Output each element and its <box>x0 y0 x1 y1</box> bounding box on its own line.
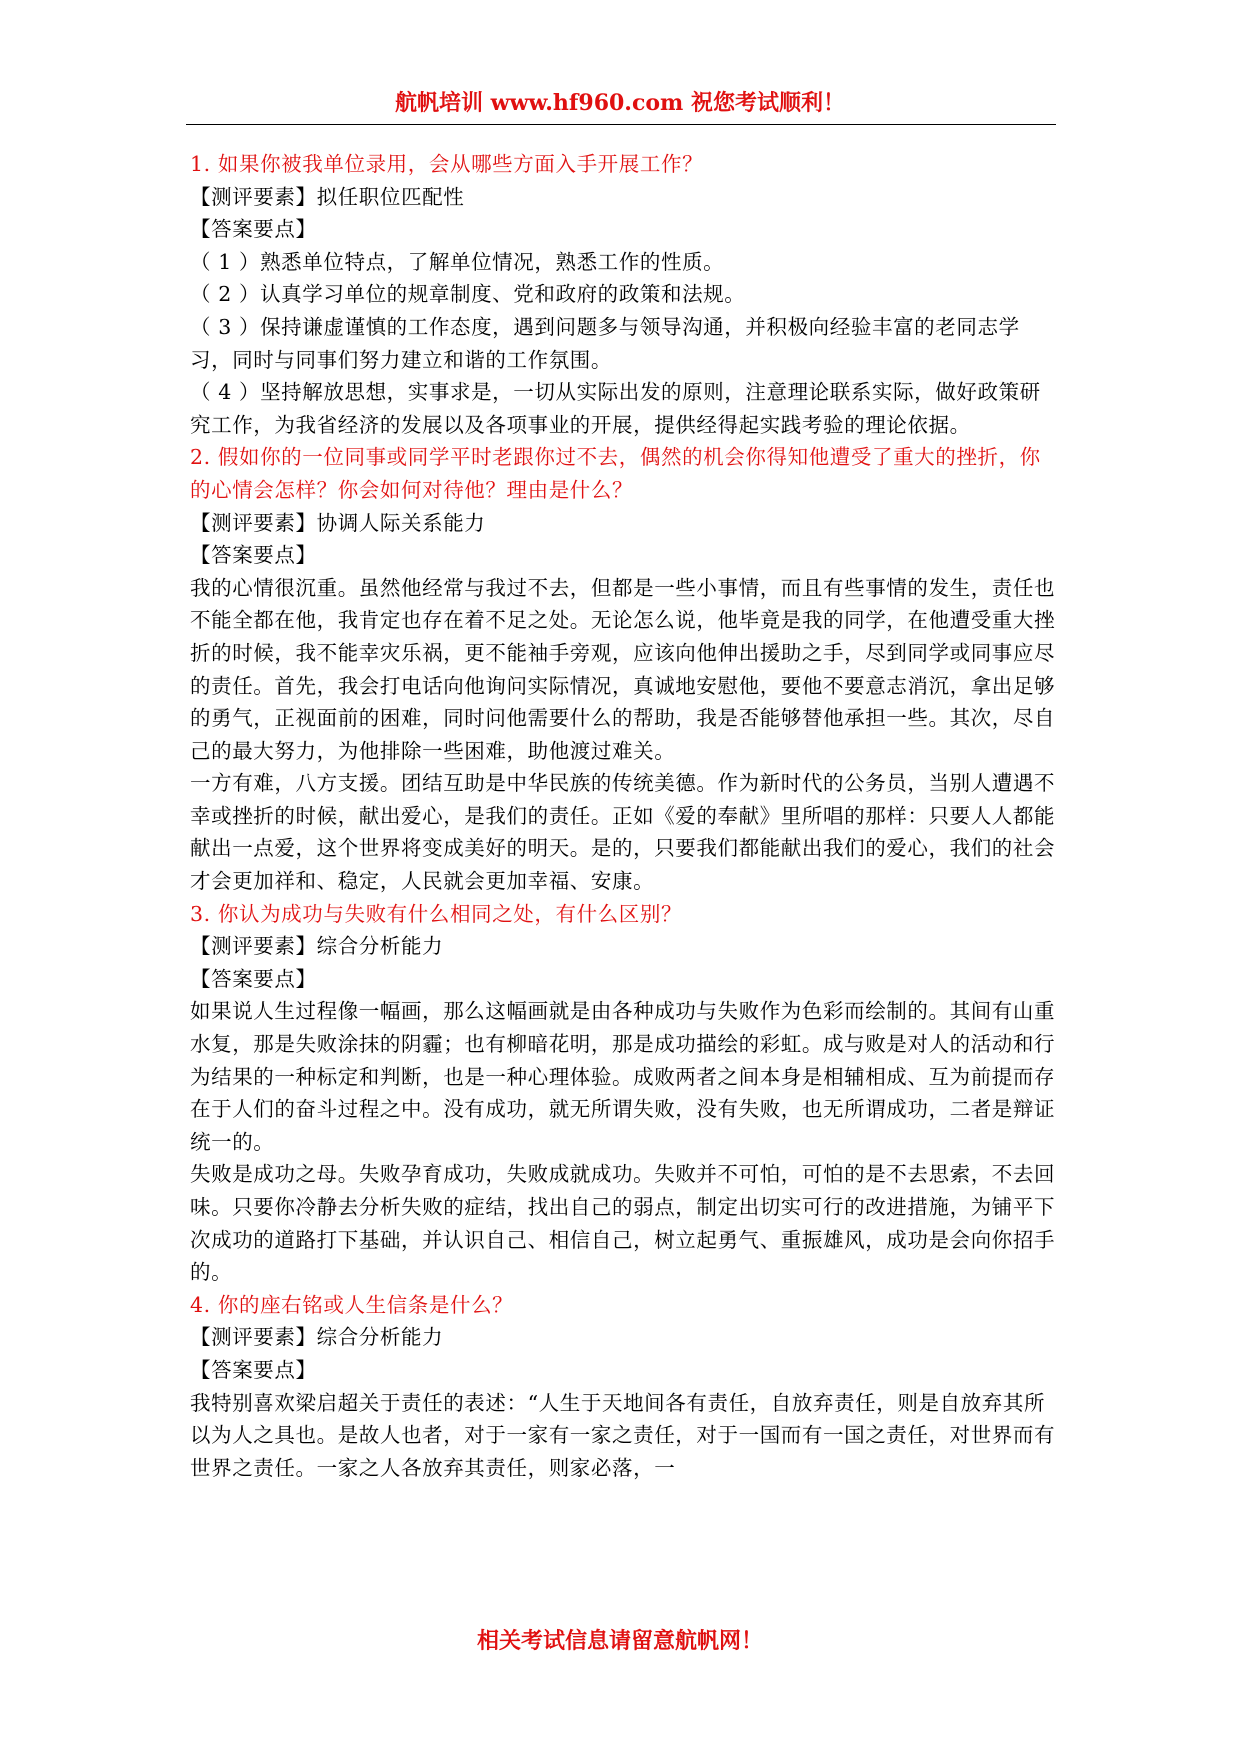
page-header: 航帆培训 www.hf960.com 祝您考试顺利！ <box>395 90 845 116</box>
question-3-answer-heading: 【答案要点】 <box>190 966 317 991</box>
question-3-title: 3. 你认为成功与失败有什么相同之处，有什么区别？ <box>190 901 683 926</box>
question-1-point-4: （ 4 ）坚持解放思想，实事求是，一切从实际出发的原则，注意理论联系实际，做好政策研究工作，为我省经济的发展以及各项事业的开展，提供经得起实践考验的理论依据。 <box>190 380 1041 437</box>
question-1-point-2: （ 2 ）认真学习单位的规章制度、党和政府的政策和法规。 <box>190 282 746 307</box>
document-body <box>190 148 1060 1484</box>
question-1-title: 1. 如果你被我单位录用，会从哪些方面入手开展工作？ <box>190 152 704 176</box>
question-3-paragraph-1: 如果说人生过程像一幅画，那么这幅画就是由各种成功与失败作为色彩而绘制的。其间有山重水复，那是失败涂抹的阴霾；也有柳暗花明，那是成功描绘的彩虹。成与败是对人的活动和行为结果的一种标定和判断，也是一种心理体验。成败两者之间本身是相辅相成、互为前提而存在于人们的奋斗过程之中。没有成功，就无所谓失败，没有失败，也无所谓成功，二者是辩证统一的。 <box>190 999 1056 1154</box>
question-1-factor: 【测评要素】拟任职位匹配性 <box>190 184 465 209</box>
question-4-answer-heading: 【答案要点】 <box>190 1357 317 1382</box>
question-1-answer-heading: 【答案要点】 <box>190 217 317 242</box>
header-divider <box>186 124 1056 125</box>
question-2-paragraph-2: 一方有难，八方支援。团结互助是中华民族的传统美德。作为新时代的公务员，当别人遭遇不幸或挫折的时候，献出爱心，是我们的责任。正如《爱的奉献》里所唱的那样：只要人人都能献出一点爱，这个世界将变成美好的明天。是的，只要我们都能献出我们的爱心，我们的社会才会更加祥和、稳定，人民就会更加幸福、安康。 <box>190 771 1056 894</box>
question-2-answer-heading: 【答案要点】 <box>190 543 317 568</box>
question-2-title: 2. 假如你的一位同事或同学平时老跟你过不去，偶然的机会你得知他遭受了重大的挫折，你的心情会怎样？你会如何对待他？理由是什么？ <box>190 445 1041 502</box>
question-4-factor: 【测评要素】综合分析能力 <box>190 1325 444 1350</box>
question-1-point-3: （ 3 ）保持谦虚谨慎的工作态度，遇到问题多与领导沟通，并积极向经验丰富的老同志学习，同时与同事们努力建立和谐的工作氛围。 <box>190 314 1020 372</box>
page-footer: 相关考试信息请留意航帆网！ <box>476 1628 763 1654</box>
question-1-point-1: （ 1 ）熟悉单位特点，了解单位情况，熟悉工作的性质。 <box>190 249 725 274</box>
question-2-factor: 【测评要素】协调人际关系能力 <box>190 510 486 535</box>
question-4-title: 4. 你的座右铭或人生信条是什么？ <box>190 1292 514 1317</box>
question-2-paragraph-1: 我的心情很沉重。虽然他经常与我过不去，但都是一些小事情，而且有些事情的发生，责任也不能全都在他，我肯定也存在着不足之处。无论怎么说，他毕竟是我的同学，在他遭受重大挫折的时候，我不能幸灾乐祸，更不能袖手旁观，应该向他伸出援助之手，尽到同学或同事应尽的责任。首先，我会打电话向他询问实际情况，真诚地安慰他，要他不要意志消沉，拿出足够的勇气，正视面前的困难，同时问他需要什么的帮助，我是否能够替他承担一些。其次，尽自己的最大努力，为他排除一些困难，助他渡过难关。 <box>190 575 1056 763</box>
question-3-paragraph-2: 失败是成功之母。失败孕育成功，失败成就成功。失败并不可怕，可怕的是不去思索，不去回味。只要你冷静去分析失败的症结，找出自己的弱点，制定出切实可行的改进措施，为铺平下次成功的道路打下基础，并认识自己、相信自己，树立起勇气、重振雄风，成功是会向你招手的。 <box>190 1162 1056 1285</box>
question-3-factor: 【测评要素】综合分析能力 <box>190 934 444 959</box>
question-4-paragraph-1: 我特别喜欢梁启超关于责任的表述：“人生于天地间各有责任，自放弃责任，则是自放弃其所以为人之具也。是故人也者，对于一家有一家之责任，对于一国而有一国之责任，对世界而有世界之责任。一家之人各放弃其责任，则家必落，一 <box>190 1390 1056 1480</box>
